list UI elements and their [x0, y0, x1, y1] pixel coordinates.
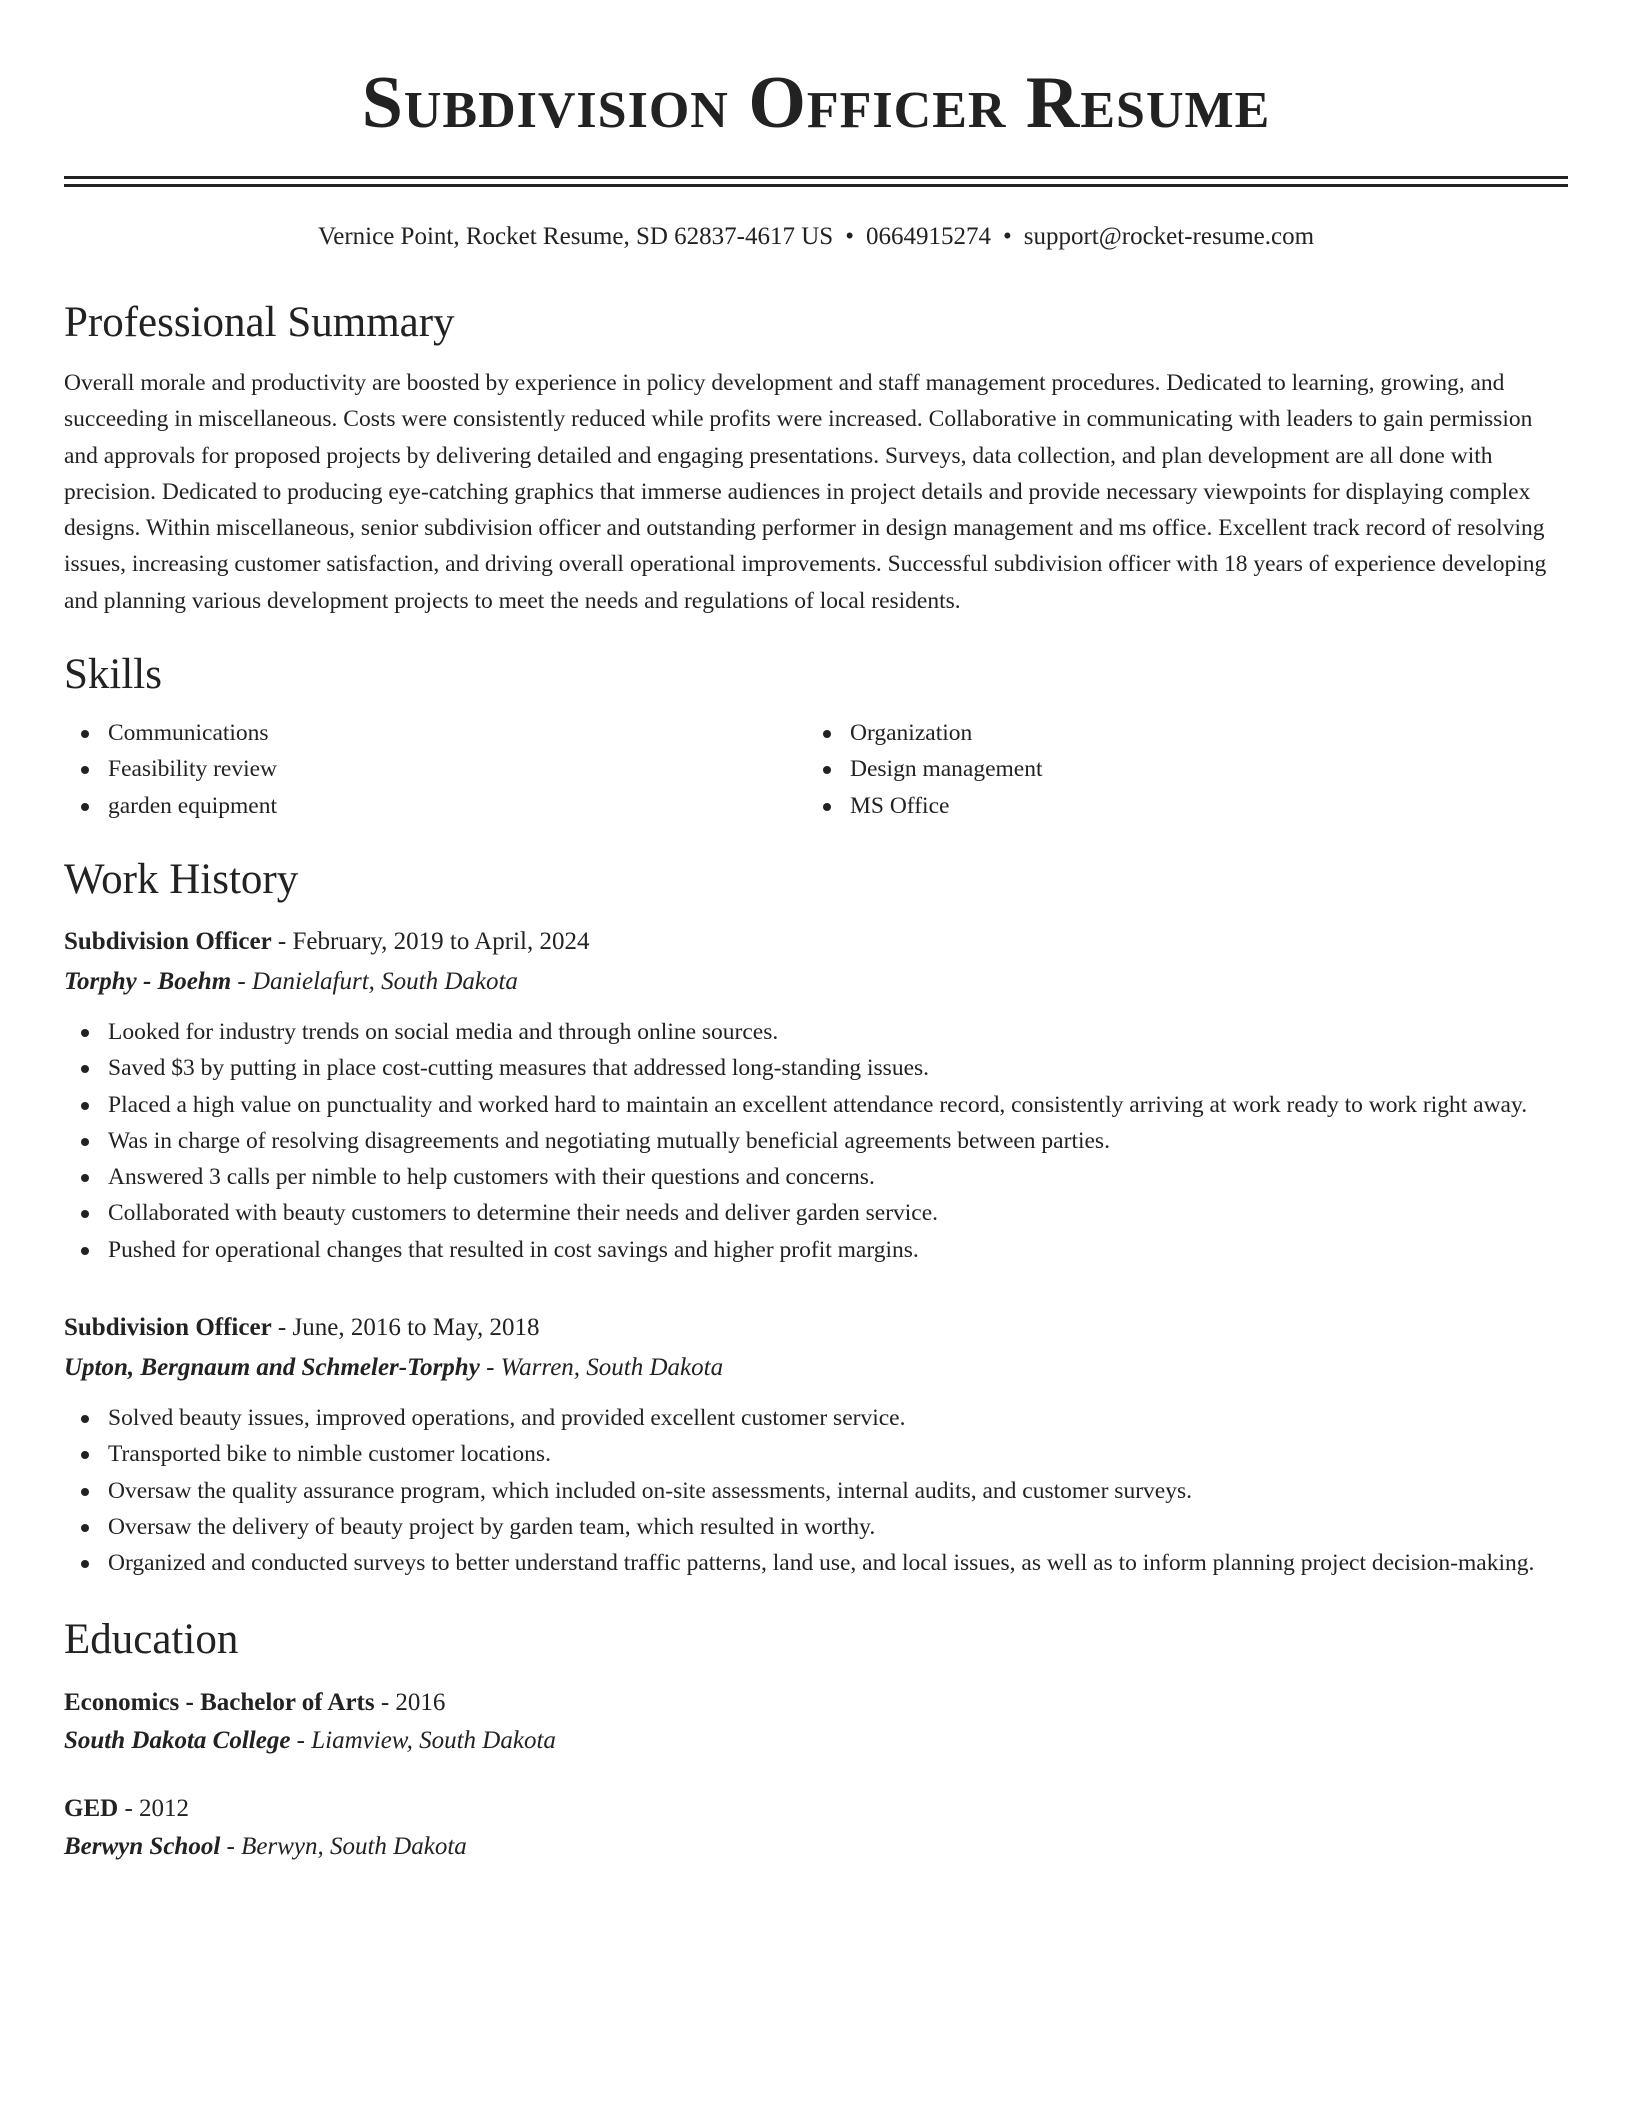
job-duty: Answered 3 calls per nimble to help customers with their questions and concerns. [64, 1159, 1568, 1195]
skill-item: Organization [806, 715, 1548, 751]
skill-item: garden equipment [64, 788, 806, 824]
contact-phone: 0664915274 [865, 223, 991, 250]
skills-heading: Skills [64, 651, 162, 699]
education-header [64, 1684, 1568, 1722]
summary-heading: Professional Summary [64, 299, 455, 346]
education-entry [64, 1790, 1568, 1866]
job-duties [64, 1400, 1568, 1581]
job-dates: - February, 2019 to April, 2024 [271, 927, 590, 955]
work-history-heading: Work History [64, 855, 299, 903]
job-duty: Oversaw the delivery of beauty project by garden team, which resulted in worthy. [64, 1509, 1568, 1545]
education-school: Berwyn School [64, 1832, 221, 1860]
job-duty: Pushed for operational changes that resulted in cost savings and higher profit margins. [64, 1232, 1568, 1268]
skill-item: MS Office [806, 788, 1548, 824]
job-duty: Saved $3 by putting in place cost-cutting measures that addressed long-standing issues. [64, 1050, 1568, 1086]
summary-text: Overall morale and productivity are boosted by experience in policy development and staff management procedures. Dedicated to learning, growing, and succeeding in miscellaneous. Costs were consistently reduced while profits were increased. Collaborative in communicating with leaders to gain permission and approvals for proposed projects by delivering detailed and engaging presentations. Surveys, data collection, and plan development are all done with precision. Dedicated to producing eye-catching graphics that immerse audiences in project details and provide necessary viewpoints for displaying complex designs. Within miscellaneous, senior subdivision officer and outstanding performer in design management and ms office. Excellent track record of resolving issues, increasing customer satisfaction, and driving overall operational improvements. Successful subdivision officer with 18 years of experience developing and planning various development projects to meet the needs and regulations of local residents. [64, 370, 1547, 614]
job-duty: Collaborated with beauty customers to determine their needs and deliver garden service. [64, 1195, 1568, 1231]
job-header [64, 922, 1568, 962]
education-degree: GED [64, 1794, 119, 1822]
job-duty: Placed a high value on punctuality and worked hard to maintain an excellent attendance record, consistently arriving at work ready to work right away. [64, 1087, 1568, 1123]
job-duty: Transported bike to nimble customer locations. [64, 1436, 1568, 1472]
skill-item: Communications [64, 715, 806, 751]
education-school: South Dakota College [64, 1726, 291, 1754]
contact-line [64, 221, 1568, 253]
skill-item: Feasibility review [64, 751, 806, 787]
contact-address: Vernice Point, Rocket Resume, SD 62837-4617 US [317, 223, 834, 250]
job-duties [64, 1014, 1568, 1268]
job-company: Upton, Bergnaum and Schmeler-Torphy [64, 1354, 480, 1382]
job-title: Subdivision Officer [64, 927, 272, 955]
education-location: - Liamview, South Dakota [290, 1726, 556, 1754]
job-location: - Danielafurt, South Dakota [231, 967, 518, 995]
skills-list [64, 715, 1568, 824]
resume-title: Subdivision Officer Resume [361, 62, 1271, 144]
education-institution [64, 1828, 1568, 1866]
education-institution [64, 1722, 1568, 1760]
job-location: - Warren, South Dakota [479, 1354, 724, 1382]
job-employer [64, 1348, 1568, 1388]
title-double-rule [64, 176, 1568, 187]
job-employer [64, 962, 1568, 1002]
education-year: - 2012 [118, 1794, 190, 1822]
education-year: - 2016 [374, 1688, 446, 1716]
job-title: Subdivision Officer [64, 1314, 272, 1342]
job-entry [64, 1308, 1568, 1581]
education-header [64, 1790, 1568, 1828]
job-header [64, 1308, 1568, 1348]
job-duty: Solved beauty issues, improved operations, and provided excellent customer service. [64, 1400, 1568, 1436]
job-duty: Oversaw the quality assurance program, which included on-site assessments, internal audits, and customer surveys. [64, 1473, 1568, 1509]
job-company: Torphy - Boehm [64, 967, 232, 995]
education-degree: Economics - Bachelor of Arts [64, 1688, 375, 1716]
job-dates: - June, 2016 to May, 2018 [271, 1314, 540, 1342]
contact-email: support@rocket-resume.com [1023, 223, 1315, 250]
contact-separator: • [845, 223, 854, 250]
job-entry [64, 922, 1568, 1268]
education-entry [64, 1684, 1568, 1760]
education-location: - Berwyn, South Dakota [220, 1832, 467, 1860]
job-duty: Was in charge of resolving disagreements and negotiating mutually beneficial agreements between parties. [64, 1123, 1568, 1159]
skill-item: Design management [806, 751, 1548, 787]
skills-column-right [806, 715, 1548, 824]
education-heading: Education [64, 1615, 239, 1663]
skills-column-left [64, 715, 806, 824]
job-duty: Looked for industry trends on social media and through online sources. [64, 1014, 1568, 1050]
contact-separator: • [1002, 223, 1012, 250]
job-duty: Organized and conducted surveys to better understand traffic patterns, land use, and local issues, as well as to inform planning project decision-making. [64, 1545, 1568, 1581]
